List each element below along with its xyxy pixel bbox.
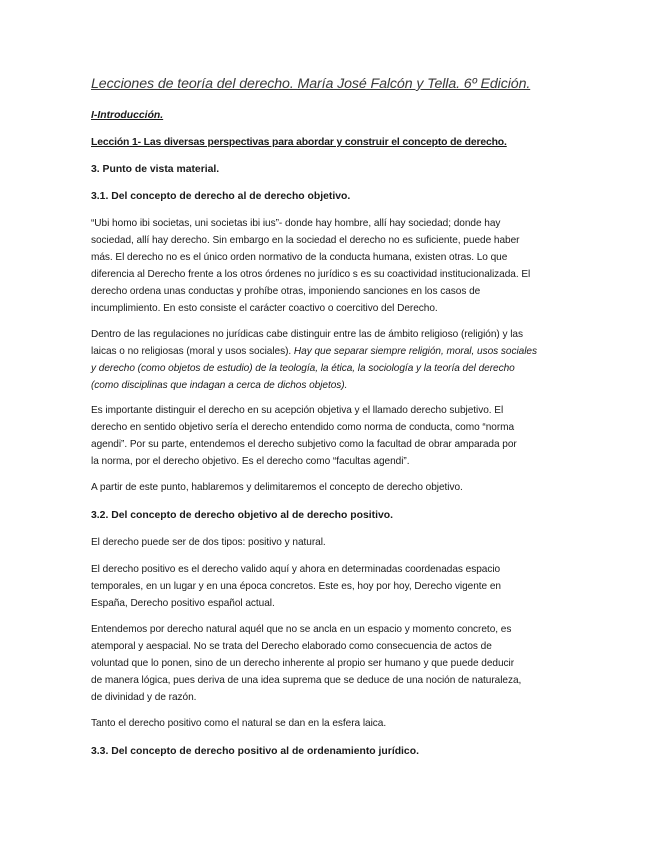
- paragraph-line: derecho ordena unas conductas y prohíbe otras, imponiendo sanciones en los casos de: [91, 286, 481, 298]
- paragraph-line: atemporal y aespacial. No se trata del Derecho elaborado como consecuencia de actos de: [91, 641, 492, 653]
- paragraph-line: Tanto el derecho positivo como el natural se dan en la esfera laica.: [91, 718, 387, 729]
- paragraph-line: “Ubi homo ibi societas, uni societas ibi ius”- donde hay hombre, allí hay sociedad; donde hay: [91, 218, 501, 229]
- paragraph-line: Es importante distinguir el derecho en su acepción objetiva y el llamado derecho subjetivo. El: [91, 405, 504, 416]
- paragraph-line: de divinidad y de razón.: [91, 692, 197, 704]
- paragraph-1: [91, 215, 571, 318]
- paragraph-line: la norma, por el derecho objetivo. Es el derecho como “facultas agendi”.: [91, 456, 410, 468]
- paragraph-line: diferencia al Derecho frente a los otros órdenes no jurídico s es su coactividad institucionalizada. El: [91, 269, 531, 281]
- document-title: Lecciones de teoría del derecho. María José Falcón y Tella. 6º Edición.: [91, 76, 531, 92]
- paragraph-line: [91, 343, 571, 360]
- paragraph-text: laicas o no religiosas (moral y usos sociales).: [91, 346, 294, 358]
- paragraph-italic-text: Hay que separar siempre religión, moral, usos sociales: [293, 346, 537, 358]
- paragraph-line: derecho en sentido objetivo sería el derecho entendido como norma de conducta, como “norma: [91, 422, 515, 434]
- paragraph-8: [91, 715, 571, 732]
- paragraph-line: más. El derecho no es el único orden normativo de la conducta humana, existen otras. Lo que: [91, 252, 508, 264]
- paragraph-line: Dentro de las regulaciones no jurídicas cabe distinguir entre las de ámbito religioso (religión) y las: [91, 329, 523, 340]
- heading-3: 3. Punto de vista material.: [91, 164, 220, 175]
- paragraph-line: El derecho puede ser de dos tipos: positivo y natural.: [91, 537, 326, 548]
- paragraph-line: voluntad que lo ponen, sino de un derecho inherente al propio ser humano y que puede deducir: [91, 658, 515, 670]
- paragraph-line: temporales, en un lugar y en una época concretos. Este es, hoy por hoy, Derecho vigente en: [91, 581, 501, 593]
- paragraph-line: Entendemos por derecho natural aquél que no se ancla en un espacio y momento concreto, es: [91, 624, 512, 635]
- paragraph-line: (como disciplinas que indagan a cerca de dichos objetos).: [91, 380, 348, 392]
- paragraph-line: y derecho (como objetos de estudio) de la teología, la ética, la sociología y la teoría del derecho: [91, 363, 515, 375]
- lesson-heading: Lección 1- Las diversas perspectivas para abordar y construir el concepto de derecho.: [91, 137, 507, 148]
- paragraph-line: agendi”. Por su parte, entendemos el derecho subjetivo como la facultad de obrar amparada por: [91, 439, 517, 451]
- paragraph-line: El derecho positivo es el derecho valido aquí y ahora en determinadas coordenadas espacio: [91, 564, 501, 575]
- paragraph-line: sociedad, allí hay derecho. Sin embargo en la sociedad el derecho no es suficiente, puede haber: [91, 235, 520, 247]
- heading-3-2: 3.2. Del concepto de derecho objetivo al de derecho positivo.: [91, 510, 393, 521]
- paragraph-6: [91, 561, 571, 612]
- paragraph-line: incumplimiento. En esto consiste el carácter coactivo o coercitivo del Derecho.: [91, 303, 438, 315]
- paragraph-line: España, Derecho positivo español actual.: [91, 598, 275, 610]
- heading-3-3: 3.3. Del concepto de derecho positivo al de ordenamiento jurídico.: [91, 746, 419, 757]
- paragraph-3: [91, 402, 571, 470]
- paragraph-7: [91, 621, 571, 706]
- paragraph-line: A partir de este punto, hablaremos y delimitaremos el concepto de derecho objetivo.: [91, 482, 463, 493]
- paragraph-4: [91, 479, 571, 496]
- paragraph-2: [91, 326, 571, 394]
- paragraph-5: [91, 534, 571, 551]
- section-introduction: I-Introducción.: [91, 110, 164, 121]
- paragraph-line: de manera lógica, pues deriva de una idea suprema que se deduce de una noción de naturaleza,: [91, 675, 522, 687]
- heading-3-1: 3.1. Del concepto de derecho al de derecho objetivo.: [91, 191, 351, 202]
